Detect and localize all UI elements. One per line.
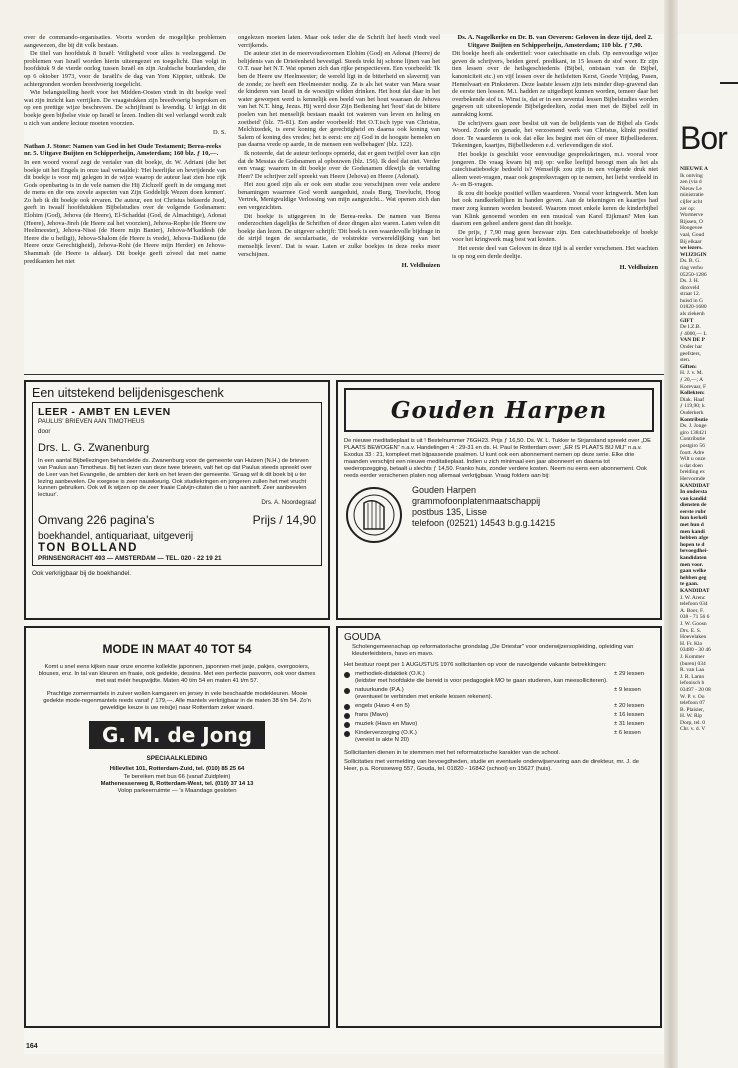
vacancy-item (344, 703, 654, 710)
adjacent-page-line: 03497 - 20 08 (680, 686, 711, 693)
adjacent-page-line: KANDIDAT (680, 482, 710, 489)
adjacent-page-line: men kandi (680, 528, 705, 535)
bullet-icon (344, 672, 350, 678)
book-price: Prijs / 14,90 (252, 512, 316, 527)
adjacent-page-line: Ik ontving (680, 172, 703, 179)
paragraph: In een woord vooraf zegt de vertaler van dit boekje, dr. W. Adriani (die het boekje uit het Engels in onze taal vertaalde): 'Het heerlijke en bevrijdende van dit boekje is voor mij gelegen in de wijze waarop de auteur laat zien hoe rijk Gods openbaring is in de vele namen die Hij Zichzelf geeft in de omgang met de mens en die ons zovele aspecten van Zijn Goddelijk Wezen doen kennen'. Zo heb ik dit boekje ook ervaren. De auteur, een tot Christus bekeerde Jood, geeft in twaalf hoofdstukken Bijbelstudies over de volgende Godsnamen: Elohim (God), Jehova (de Heere), El-Schaddai (God, de Almachtige), Adonai (Heere), Jehova-Jireh (de Heere zal het voorzien), Jehova-Rophe (de Heere uw Heelmeester), Jehova-Nissi (de Heere mijn Banier), Jehova-M'kaddesh (de Heere die u heiligt), Jehova-Shalom (de Heere is vrede), Jehova-Tsidkenu (de Heere onze Gerechtigheid), Jehova-Rohi (de Heere mijn Herder) en Jehova-Shammah (de Heere is aldaar). Dit boekje geeft zóveel dat met name predikanten het niet (24, 158, 226, 265)
adjacent-page-title: Bor (680, 120, 727, 156)
paragraph: Het zou goed zijn als er ook een studie zou verschijnen over vele andere benamingen waarmee God wordt aangeduid, zoals Burg, Toevlucht, Hoog Vertrek, Menigvuldige Verlossing van mijn aangezicht... Wat openen zich dan een vergezichten. (238, 181, 440, 212)
magazine-page (24, 34, 664, 1054)
vacancy-label: natuurkunde (P.A.) (355, 687, 404, 693)
book-pages: Omvang 226 pagina's (38, 512, 155, 527)
adjacent-page-line: Ds. J. Jonge (680, 423, 707, 430)
ad-specialty: SPECIAALKLEDING (146, 755, 208, 763)
company-phone: telefoon (02521) 14543 b.g.g.14215 (412, 518, 556, 529)
adjacent-page-line: dinxveld (680, 284, 700, 291)
adjacent-page-line: WIJZIGIN (680, 251, 707, 258)
paragraph: Ik noteerde, dat de auteur terloops opmerkt, dat er geen twijfel over kan zijn dat de Messias de Godsnamen al opbouwen (blz. 156). Ik deel dat niet. Verder een vraag: waarom in dit boekje over de Godsnamen dikwijls de vertaling Heer? De schrijver zelf spreekt van Heere (Jehova) en Heere (Adonai). (238, 149, 440, 180)
ad-text: Komt u snel eens kijken naar onze enorme kollektie japonnen, japonnen met jasje, pakjes, overgooiers, blouses, enz. In tal van kleuren en fraaie, ook gedekte, dessins. Met een perfecte pasvorm, ook voor dames met wat méér heupwijdte. Maten 40 t/m 54 en maten 41 t/m 57. (38, 664, 316, 684)
adjacent-page-line: Ds. J. H. (680, 278, 700, 285)
adjacent-page-line: 01820-1680 (680, 304, 707, 311)
adjacent-page-line: J. R. Lamn (680, 673, 705, 680)
adjacent-page-line: lefonisch b (680, 680, 705, 687)
book-door: door (38, 428, 51, 436)
adjacent-page-line: Rijssen, O (680, 218, 703, 225)
adjacent-page-line: In ondersta (680, 489, 708, 496)
adjacent-page-line: Giften: (680, 363, 697, 370)
book-subtitle: PAULUS' BRIEVEN AAN TIMOTHEUS (38, 418, 145, 425)
adjacent-page-line: diensten de (680, 502, 707, 509)
ad-gouda (336, 626, 662, 1028)
adjacent-page (678, 34, 738, 1068)
adjacent-page-line: Chr. v. d. V (680, 726, 706, 733)
reviewer-signature: D. S. (213, 129, 226, 137)
vacancy-label: frans (Mavo) (355, 712, 389, 718)
vacancy-item (344, 712, 654, 719)
gouden-harpen-banner (344, 388, 654, 432)
adjacent-page-line: Hervormde (680, 475, 706, 482)
adjacent-page-line: men voor. (680, 561, 704, 568)
adjacent-page-line: ring verhu (680, 264, 703, 271)
adjacent-page-line: KANDIDAT (680, 588, 710, 594)
adjacent-page-column (680, 166, 738, 733)
ad-gouden-harpen (336, 380, 662, 620)
paragraph: De titel van hoofdstuk 8 Israël: Veiligheid voor alles is veelzeggend. De problemen van Israël worden hierin uiteengezet en toegelicht. Dan volgt in hoofdstuk 9 de vierde oorlog tussen Israël en zijn Arabische buurlanden, die op 6 oktober 1973, voor de Israëli's de dag van Yom Kippier, uitbrak. De achtergronden worden breedvoerig toegelicht. (24, 50, 226, 88)
ad-headline: Een uitstekend belijdenisgeschenk (32, 386, 224, 400)
paragraph: Het eerste deel van Geloven in deze tijd is al eerder verschenen. Het wachten is op nog een derde deeltje. (452, 245, 658, 260)
adjacent-page-line: ministratie (680, 192, 704, 199)
vacancy-label: muziek (Havo en Mavo) (355, 721, 418, 727)
adjacent-page-line: Bij elkaar (680, 238, 702, 245)
adjacent-page-line: J. W. Goosn (680, 620, 707, 627)
adjacent-page-line: A. Boer, F. (680, 607, 704, 614)
adjacent-page-line: Drs. E. S. (680, 627, 702, 634)
shop-address: PRINSENGRACHT 493 — AMSTERDAM — TEL. 020 - 22 19 21 (38, 554, 222, 562)
shop-name: TON BOLLAND (38, 541, 138, 554)
review-column-3 (452, 34, 658, 272)
vacancy-count: ± 20 lessen (614, 703, 645, 709)
adjacent-page-line: NIEUWE A (680, 166, 708, 172)
adjacent-page-line: Hoogevee (680, 225, 703, 232)
de-jong-logo: G. M. de Jong (89, 721, 265, 749)
adjacent-page-line: ƒ 20,—; A (680, 377, 704, 383)
adjacent-page-line: gaan welke (680, 568, 707, 575)
adjacent-page-line: kandidaten (680, 555, 707, 562)
ad-headline: MODE IN MAAT 40 TOT 54 (102, 642, 252, 656)
adjacent-page-line: geefsters, (680, 350, 701, 357)
quote-signature: Drs. A. Noordegraaf (261, 499, 316, 507)
adjacent-page-line: De I.Z.B. (680, 324, 701, 331)
vacancy-count: ± 31 lessen (614, 721, 645, 727)
banner-title: Gouden Harpen (390, 396, 608, 424)
address-line: Volop parkeerruimte — 's Maandags gesloten (117, 788, 237, 795)
adjacent-page-line: R. van Laa (680, 667, 704, 674)
paragraph: Ik zou dit boekje positief willen waarderen. Vooral voor kringwerk. Men kan het ook randkerkelijken in handen geven. Aan de tekeningen en kaartjes had meer zorg kunnen worden besteed. Waarom moet enkele keren de kinderbijbel van Klink genoemd worden en een musical van Karel Eijkman? Men kan daarom een geheel andere geest dan dit boekje. (452, 189, 658, 228)
address-line: Hillevliet 101, Rotterdam-Zuid, tel. (010) 85 25 64 (109, 766, 245, 773)
adjacent-page-line: Wormerve (680, 212, 704, 219)
paragraph: Dit boekje is uitgegeven in de Berea-reeks. De namen van Berea onderzochten dagelijks de Schriften of deze dingen alzo waren. Laten velen dit boekje dan lezen. De uitgever schrijft: 'Dit boek is een waardevolle bijdrage in de strijd tegen de secularisatie, de volstrekte verwereldlijking van het menselijk leven'. Dat is waar. Laten er zulke boekjes in deze reeks meer verschijnen. (238, 212, 440, 258)
book-title: LEER - AMBT EN LEVEN (38, 406, 171, 418)
ad-book-box (32, 402, 322, 566)
review-heading: Nathan J. Stone: Namen van God in het Oude Testament; Berea-reeks nr. 5. Uitgave Buijten en Schipperheijn, Amsterdam; 160 blz. ƒ 10,—. (24, 142, 222, 158)
ad-bolland (24, 380, 330, 620)
adjacent-page-line: 03480 - 30 46 (680, 647, 711, 654)
paragraph: De auteur ziet in de meervoudsvormen Elohim (God) en Adonai (Heere) de belijdenis van de Drieëenheid bevestigd. Steeds trekt hij schone lijnen van het O.T. naar het N.T. Wat openen zich dan rijke perspectieven. Een voorbeeld: 'Ik ben de Heere uw Heelmeester; de wereld ligt in de bitterheid en slavernij van de zonde; ze heeft een Heelmeester nodig. Ze is als het water van Mara waar de kinderen van Israël in de woestijn wilden drinken. Het hout dat daar in het water geworpen werd is kennelijk een beeld van het hout waaraan de Jehova van het N.T. hing, Jezus. Hij werd door Zijn Bediening het 'hout' dat de bittere poelen van het menselijk bestaan maakt tot wateren van leven en heling en zoetheid' (blz. 75-81). Een ander voorbeeld: Het O.T.isch type van Christus, Melchizedek, is eerst koning der gerechtigheid en daarna ook koning van Salem of koning des vredes; het is eerst: ere zij God in de hoogste hemelen en pas daarna vrede op aarde, in de mensen een welbehagen' (blz. 122). (238, 50, 440, 149)
ad-de-jong (24, 626, 330, 1028)
adjacent-page-line: vaal, Goud (680, 231, 705, 238)
adjacent-page-line: Ds. B. G. (680, 258, 701, 265)
application-instructions: Sollicitaties met vermelding van bevoegdheden, studie en eventuele onderwijservaring aan de direkteur, mr. J. de Heer, p.a. Ronsseweg 557, Gouda, tel. 01820 - 16842 (school) en 15627 (huis). (344, 759, 640, 772)
paragraph: over de commando-organisaties. Voorts worden de mogelijke problemen aangewezen, die bij dit volk bestaan. (24, 34, 226, 49)
reviewer-signature: H. Veldhuizen (619, 264, 658, 272)
adjacent-page-line: J. Kommer (680, 653, 705, 660)
bullet-icon (344, 713, 350, 719)
contact-row (344, 485, 654, 545)
vacancy-count: ± 6 lessen (614, 730, 641, 736)
school-character-note: Sollicitanten dienen in te stemmen met het reformatorische karakter van de school. (344, 750, 561, 756)
ad-headline: GOUDA (344, 632, 381, 643)
paragraph: Wie belangstelling heeft voor het Midden-Oosten vindt in dit boekje veel wat zijn inzicht kan verrijken. De vraagstukken zijn breedvoerig besproken en op een prettige wijze beschreven. De schrijftrant is levendig. U krijgt in dit boekje geen bijbelse visie op Israël te lezen. Indien dit wel verlangd wordt zult u zich van andere lectuur moeten voorzien. (24, 89, 226, 127)
adjacent-page-line: J. W. Arenc (680, 594, 706, 601)
vacancy-label: methodiek-didaktiek (O.K.) (355, 671, 425, 677)
reviewer-signature: H. Veldhuizen (401, 262, 440, 270)
adjacent-page-line: VAN DE P (680, 337, 705, 344)
adjacent-page-line: we lezers. (680, 245, 703, 252)
adjacent-page-line: Contributie (680, 436, 706, 443)
ad-text: Prachtige zomermantels in zuiver wollen kamgaren en jersey in vele beschaafde modekleuren. Mooie gedekte mode-regenmantels reeds vanaf ƒ 179,—. Alle mantels verkrijgbaar in de maten 38 t/m 54. Zo'n geweldige keuze is uw reis(je) naar Rotterdam zeker waard. (43, 690, 311, 711)
paragraph: Het boekje is geschikt voor eenvoudige gesprekskringen, m.i. vooral voor jongeren. De vraag kwam bij mij op: welke leeftijd beoogt men als het als catechisatieboekje bedoeld is? Wenselijk zou zijn in een volgende druk niet alleen weet-vragen, maar ook gespreksvragen op te nemen, het liefst verdeeld in A- en B-vragen. (452, 150, 658, 189)
address-line: Mathenesserweg 8, Rotterdam-West, tel. (010) 37 14 13 (100, 780, 254, 787)
company-name: Gouden Harpen (412, 485, 477, 496)
adjacent-page-line: zer op: (680, 205, 696, 212)
adjacent-page-line: Kollekten: (680, 390, 705, 397)
adjacent-page-line: 038 - 71 56 6 (680, 614, 710, 621)
bullet-icon (344, 731, 350, 737)
adjacent-page-line: 05250-1286 (680, 271, 707, 278)
adjacent-page-line: telefoon 07 (680, 700, 705, 707)
paragraph: De prijs, ƒ 7,90 mag geen bezwaar zijn. Een catechisatieboekje of boekje voor het kringwerk mag best wat kosten. (452, 228, 658, 244)
company-type: grammofoonplatenmaatschappij (412, 496, 541, 507)
adjacent-page-line: te gaan. (680, 581, 699, 588)
vacancy-count: ± 9 lessen (614, 687, 641, 693)
adjacent-page-line: sten. (680, 357, 691, 364)
bullet-icon (344, 704, 350, 710)
book-author: Drs. L. G. Zwanenburg (38, 441, 150, 454)
adjacent-page-line: Kontributie (680, 416, 708, 423)
adjacent-page-line: hun kerkeli (680, 515, 708, 522)
vacancy-note: (vereist is akte N 20) (355, 737, 410, 743)
adjacent-page-line: ƒ 119,90; k (680, 403, 705, 410)
adjacent-page-line: Onder har (680, 344, 703, 351)
adjacent-page-line: telefoon 034 (680, 601, 708, 608)
page-gutter (664, 0, 678, 1068)
adjacent-page-line: van kandid (680, 495, 707, 502)
vacancy-note: (leidster met hoofdakte die bereid is voor pedagogiek MO te gaan studeren, kan meesolliciteren). (355, 678, 608, 684)
company-postbox: postbus 135, Lisse (412, 507, 488, 518)
adjacent-page-line: Ouderkerk (680, 409, 704, 416)
vacancy-item (344, 671, 654, 685)
section-divider (24, 374, 664, 375)
adjacent-page-line: Dorp, tel. 0 (680, 719, 706, 726)
paragraph: ongelezen moeten laten. Maar ook ieder die de Schrift lief heeft vindt veel verrijkends. (238, 34, 440, 49)
vacancy-item (344, 730, 654, 744)
adjacent-page-line: (buren) 034 (680, 660, 706, 667)
bullet-icon (344, 688, 350, 694)
adjacent-page-line: B. Plaisier, (680, 706, 705, 713)
book-meta-row (38, 513, 316, 527)
adjacent-page-line: breiding ex (680, 469, 705, 476)
school-description: Scholengemeenschap op reformatorische grondslag „De Driestar" voor onderwijzersopleiding, opleiding van kleuterleidsters, havo en mavo. (352, 644, 634, 657)
review-heading: Ds. A. Nagelkerke en Dr. B. van Oeveren: Geloven in deze tijd, deel 2. Uitgave Buijten en Schipperheijn, Amsterdam; 110 blz. ƒ 7,90. (457, 34, 653, 49)
adjacent-page-line: hebben afge (680, 535, 709, 542)
vacancy-label: engels (Havo 4 en 5) (355, 703, 410, 709)
shop-address (26, 766, 328, 795)
adjacent-page-line: Hoevelaken (680, 634, 707, 641)
vacancy-intro: Het bestuur roept per 1 AUGUSTUS 1976 sollicitanten op voor de navolgende vakante betrekkingen: (344, 662, 607, 668)
vacancy-note: (eventueel te verbinden met enkele lessen rekenen). (355, 694, 493, 700)
adjacent-page-line: met hun d (680, 522, 704, 529)
adjacent-page-line: u dat doen (680, 462, 703, 469)
adjacent-page-line: foort. Adre (680, 449, 705, 456)
paragraph: Dit boekje heeft als ondertitel: voor catechisatie en club. Op eenvoudige wijze geven de schrijvers, beiden geref. predikant, in 15 lessen de stof weer. Er zijn tien lessen over de heilsgeschiedenis (Bijbel, ontstaan van de Bijbel, kanoniciteit etc.) en vijf lessen over de heilsfeiten Kerst, Goede Vrijdag, Pasen, Hemelvaart en Pinksteren. Deze laatste lessen zijn iets minder diep-gravend dan de eerste tien lessen. M.i. hadden ze uitgediept kunnen worden, temeer daar het overbekende stof is. Winst is, dat er in een zevental lessen Bijbelstudies worden gegeven uit uiteenlopende Bijbelgedeelten, zodat men met de Bijbel zelf in aanraking komt. (452, 50, 658, 118)
adjacent-page-line: als ziekenh (680, 311, 705, 318)
adjacent-page-line: Korevaar, F (680, 383, 707, 390)
adjacent-page-line: Nieuw Le (680, 185, 702, 192)
adjacent-page-line: Diak. Haaf (680, 396, 705, 403)
contact-info (412, 485, 555, 545)
page-number: 164 (26, 1043, 38, 1050)
adjacent-page-line: H. J. v. M. (680, 370, 704, 377)
vacancy-count: ± 16 lessen (614, 712, 645, 718)
adjacent-page-line: straat 12. (680, 291, 701, 298)
shop-type: boekhandel, antiquariaat, uitgeverij (38, 530, 194, 542)
adjacent-page-line: cijfer acht (680, 198, 703, 205)
adjacent-page-line: H. Fr. Klo (680, 640, 703, 647)
address-line: Te bereiken met bus 66 (vanaf Zuidplein) (123, 773, 231, 780)
adjacent-page-line: H. W. Rip (680, 713, 703, 720)
vacancy-label: Kinderverzorging (O.K.) (355, 730, 417, 736)
adjacent-page-line: zen (via d (680, 179, 702, 186)
vacancy-count: ± 29 lessen (614, 671, 645, 677)
paragraph: De schrijvers gaan zeer beslist uit van de belijdenis van de Bijbel als Gods Woord. Zonde en genade, het verzoenend werk van Christus, klinkt positief door. Te waarderen is ook dat elke les begint met één of meer Bijbelliederen. Tekeningen, kaartjes, Bijbelliederen e.d. verlevendigen de stof. (452, 119, 658, 150)
adjacent-page-line: ƒ 4000,— L (680, 330, 707, 337)
vacancy-item (344, 687, 654, 701)
adjacent-page-line: hopen te d (680, 541, 705, 548)
header-rule (720, 82, 738, 84)
bullet-icon (344, 722, 350, 728)
ad-text: De nieuwe meditatieplaat is uit ! Bestelnummer 76GH23. Prijs ƒ 16,50. Ds. W. L. Tukker te Sirjansland spreekt over „DE PLAATS BEWOGEN" n.a.v. Handelingen 4 : 29-31 en ds. H. Paul te Rotterdam over: „ER IS PLAATS BIJ MIJ" n.a.v. Exodus 33 : 21, kompleet met bijpassende psalmen. U kunt ook een abonnement nemen op deze serie. Elke drie maanden verschijnt een nieuwe meditatieplaat. Indien u zich minimaal een jaar abonneert en daarna tot wederopzegging, betaalt u slechts ƒ 14,50. Franko huis, zonder verdere kosten. Neem nu eens een abonnement. Ook reeds eerder verschenen platen nog allemaal verkrijgbaar. Vraag folders aan bij: (344, 438, 652, 479)
adjacent-page-line: postgiro 56 (680, 442, 705, 449)
adjacent-page-line: Wilt u onze (680, 456, 706, 463)
vacancy-item (344, 721, 654, 728)
adjacent-page-line: GIFT (680, 317, 694, 324)
order-note: Ook verkrijgbaar bij de boekhandel. (32, 569, 132, 577)
adjacent-page-line: hebben geg (680, 574, 707, 581)
book-description: In een aantal Bijbellezingen behandelde ds. Zwanenburg voor de gemeente van Huizen (N.H.) de brieven van Paulus aan Timotheus. Bij het lezen van deze twee brieven, valt het op dat Paulus steeds spreekt over de Leer van het Evangelie, de ambten der kerk en het leven der gemeente. 'Graag wil ik dit boek bij u ter lezing aanbevelen. De exegese is zeer nauwkeurig. Ook studiekringen en jongeren zullen het met vrucht kunnen gebruiken. Ook wil ik wijzen op de zeer fraaie Calvijn-citaten die u hier aantreft. Zeer aanbevelen lectuur'. (38, 457, 312, 499)
adjacent-page-line: bevoegdhei- (680, 548, 709, 555)
review-column-1 (24, 34, 226, 266)
adjacent-page-line: giro 138421 (680, 429, 707, 436)
review-column-2 (238, 34, 440, 270)
adjacent-page-line: W. P. v. Oo (680, 693, 705, 700)
adjacent-page-line: eerste rubr (680, 508, 707, 515)
adjacent-page-line: huisd in G (680, 297, 703, 304)
harp-logo-icon (344, 485, 404, 545)
